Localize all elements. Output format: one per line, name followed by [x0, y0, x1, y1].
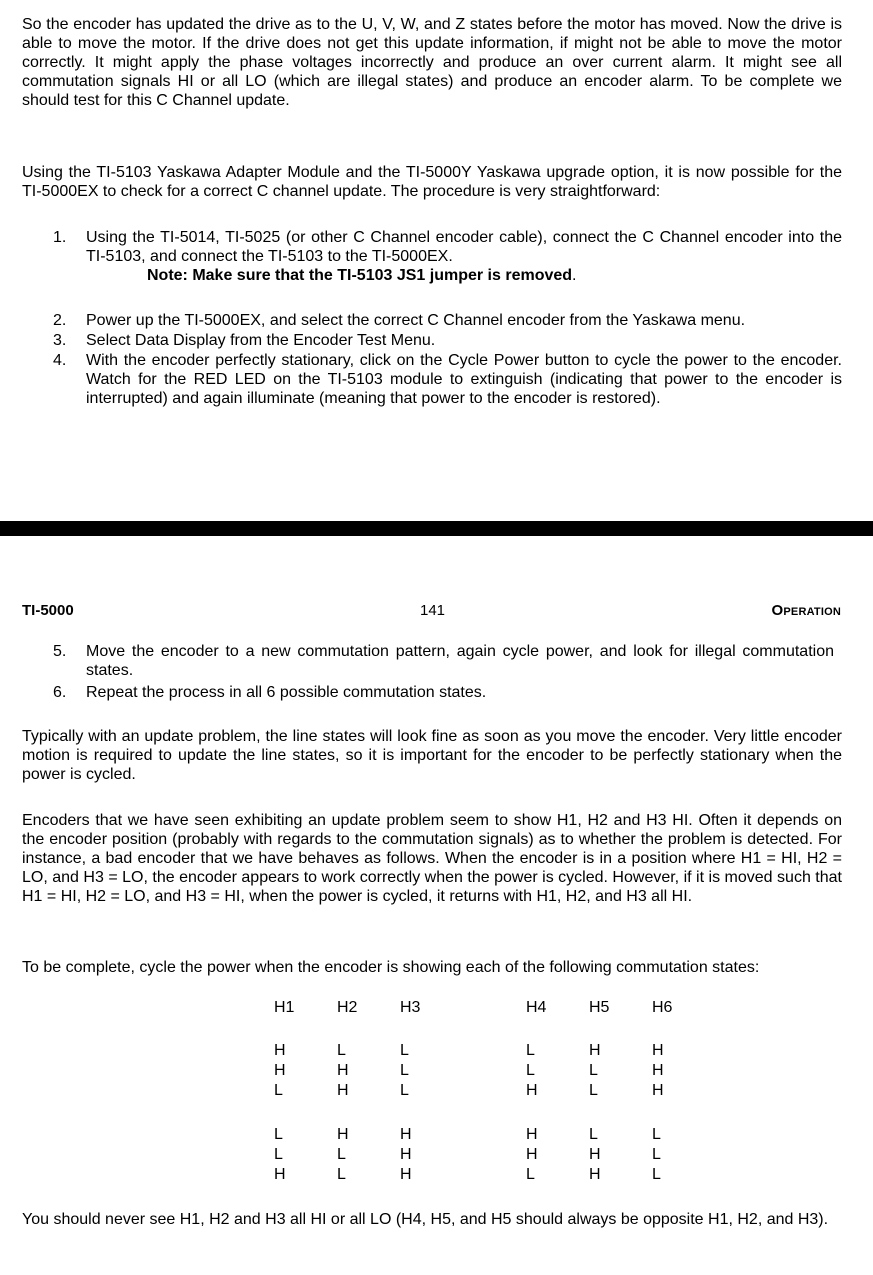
list-text: Power up the TI-5000EX, and select the correct C Channel encoder from the Yaskawa menu.	[86, 312, 746, 329]
list-text: Select Data Display from the Encoder Test Menu.	[86, 332, 436, 349]
column-header: H6	[652, 999, 673, 1016]
header-page-number: 141	[420, 602, 446, 619]
header-manual-title: TI-5000	[22, 602, 74, 619]
table-cell: H	[652, 1082, 664, 1099]
table-cell: H	[526, 1146, 538, 1163]
closing-paragraph: You should never see H1, H2 and H3 all HI or all LO (H4, H5, and H5 should always be opposite H1, H2, and H3).	[22, 1211, 829, 1228]
table-cell: L	[526, 1062, 535, 1079]
encoder-behavior-paragraph: Encoders that we have seen exhibiting an update problem seem to show H1, H2 and H3 HI. Often it depends on the encoder position (probably with regards to the commutation signals) as to whether the problem is detected. For instance, a bad encoder that we have behaves as follows. When the encoder is in a position where H1 = HI, H2 = LO, and H3 = LO, the encoder appears to work correctly when the power is cycled. However, if it is moved such that H1 = HI, H2 = LO, and H3 = HI, when the power is cycled, it returns with H1, H2, and H3 all HI.	[22, 812, 842, 905]
table-cell: H	[652, 1042, 664, 1059]
list-text: Using the TI-5014, TI-5025 (or other C Channel encoder cable), connect the C Channel encoder into the TI-5103, and connect the TI-5103 to the TI-5000EX.	[86, 229, 842, 265]
table-cell: H	[274, 1062, 286, 1079]
list-number: 1.	[53, 229, 67, 246]
note-text: Note: Make sure that the TI-5103 JS1 jumper is removed	[147, 267, 573, 284]
table-cell: L	[337, 1166, 346, 1183]
list-text: Move the encoder to a new commutation pattern, again cycle power, and look for illegal commutation states.	[86, 643, 834, 679]
table-cell: H	[274, 1042, 286, 1059]
column-header: H2	[337, 999, 358, 1016]
list-number: 4.	[53, 352, 67, 369]
list-item	[53, 351, 842, 408]
list-number: 3.	[53, 332, 67, 349]
header-section-title: Operation	[771, 602, 841, 619]
table-cell: H	[589, 1042, 601, 1059]
list-text: With the encoder perfectly stationary, click on the Cycle Power button to cycle the power to the encoder. Watch for the RED LED on the TI-5103 module to extinguish (indicating that power to the encoder is interrupted) and again illuminate (meaning that power to the encoder is restored).	[86, 352, 842, 407]
table-cell: L	[400, 1082, 409, 1099]
note-period: .	[572, 267, 577, 284]
table-cell: L	[400, 1042, 409, 1059]
update-problem-paragraph: Typically with an update problem, the line states will look fine as soon as you move the encoder. Very little encoder motion is required to update the line states, so it is important for the encoder to be perfectly stationary when the power is cycled.	[22, 728, 842, 783]
table-cell: L	[652, 1166, 661, 1183]
table-cell: L	[274, 1082, 283, 1099]
column-header: H5	[589, 999, 610, 1016]
table-cell: H	[526, 1082, 538, 1099]
table-cell: L	[589, 1062, 598, 1079]
table-cell: L	[274, 1126, 283, 1143]
column-header: H1	[274, 999, 295, 1016]
table-cell: H	[526, 1126, 538, 1143]
intro-paragraph: So the encoder has updated the drive as to the U, V, W, and Z states before the motor has moved. Now the drive is able to move the motor. If the drive does not get this update information, if might not be able to move the motor correctly. It might apply the phase voltages incorrectly and produce an over current alarm. It might see all commutation signals HI or all LO (which are illegal states) and produce an encoder alarm. To be complete we should test for this C Channel update.	[22, 16, 842, 109]
list-number: 6.	[53, 684, 67, 701]
table-cell: H	[589, 1146, 601, 1163]
table-cell: L	[400, 1062, 409, 1079]
column-header: H4	[526, 999, 547, 1016]
list-number: 5.	[53, 643, 67, 660]
table-cell: L	[337, 1042, 346, 1059]
table-cell: H	[400, 1126, 412, 1143]
note-line	[147, 266, 576, 285]
list-text: Repeat the process in all 6 possible commutation states.	[86, 684, 487, 701]
table-cell: L	[526, 1166, 535, 1183]
table-cell: H	[589, 1166, 601, 1183]
table-cell: L	[337, 1146, 346, 1163]
table-cell: L	[589, 1126, 598, 1143]
table-cell: L	[652, 1146, 661, 1163]
table-cell: L	[589, 1082, 598, 1099]
table-cell: L	[526, 1042, 535, 1059]
table-cell: H	[337, 1082, 349, 1099]
page-break-bar	[0, 521, 873, 536]
table-cell: H	[337, 1126, 349, 1143]
cycle-power-instruction: To be complete, cycle the power when the encoder is showing each of the following commutation states:	[22, 959, 760, 976]
table-cell: H	[652, 1062, 664, 1079]
list-item	[53, 228, 842, 266]
list-item	[53, 683, 842, 702]
column-header: H3	[400, 999, 421, 1016]
table-cell: H	[274, 1166, 286, 1183]
table-cell: L	[274, 1146, 283, 1163]
list-item	[53, 311, 842, 330]
table-cell: L	[652, 1126, 661, 1143]
table-cell: H	[400, 1146, 412, 1163]
list-item	[53, 642, 842, 680]
table-cell: H	[400, 1166, 412, 1183]
list-number: 2.	[53, 312, 67, 329]
table-cell: H	[337, 1062, 349, 1079]
procedure-paragraph: Using the TI-5103 Yaskawa Adapter Module and the TI-5000Y Yaskawa upgrade option, it is now possible for the TI-5000EX to check for a correct C channel update. The procedure is very straightforward:	[22, 164, 842, 200]
list-item	[53, 331, 842, 350]
